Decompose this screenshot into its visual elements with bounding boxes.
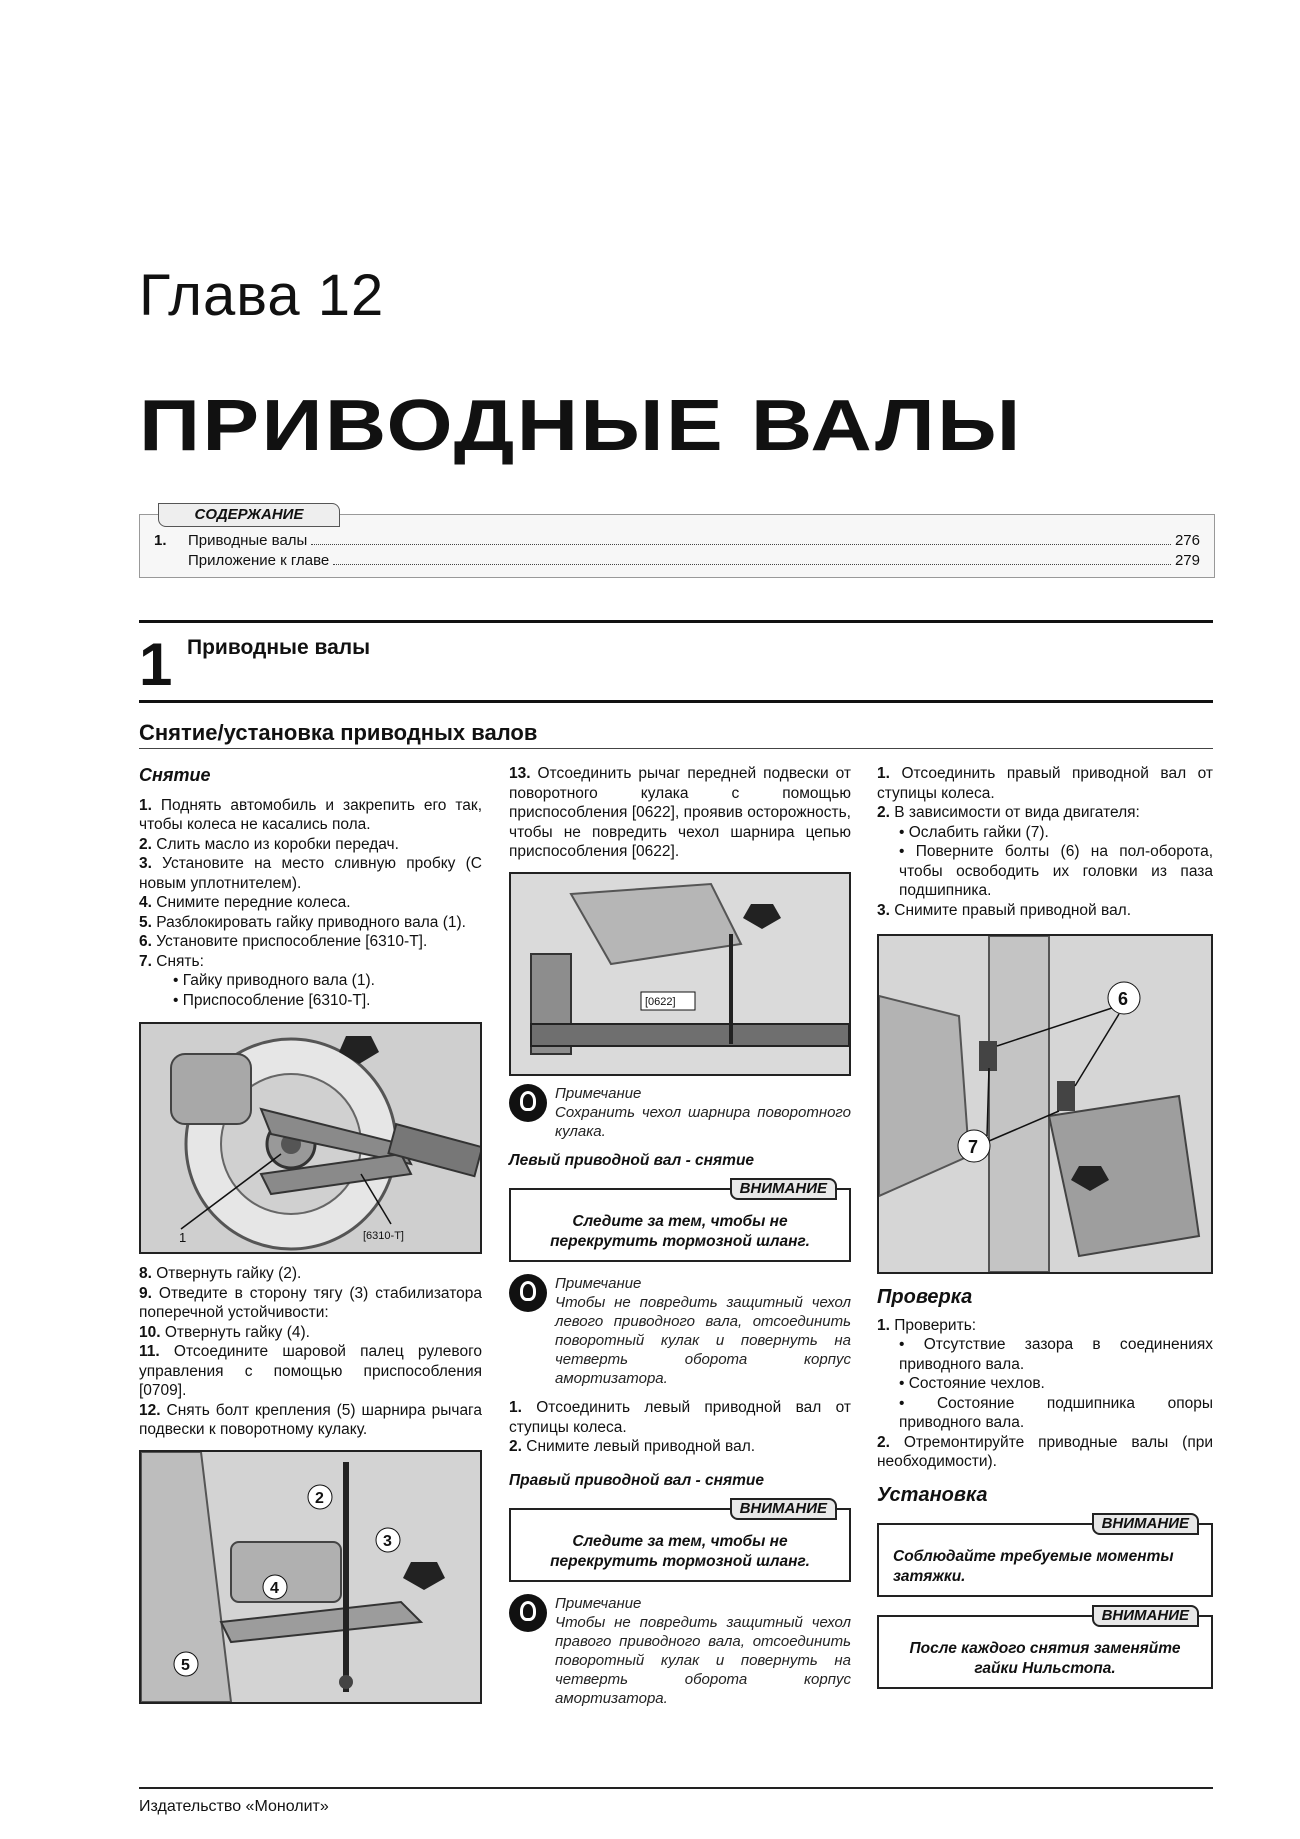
step: 1. Поднять автомобиль и закрепить его так, чтобы колеса не касались пола. bbox=[139, 796, 483, 833]
step: 4. Снимите передние колеса. bbox=[139, 894, 351, 911]
section-number: 1 bbox=[139, 631, 173, 698]
bullet: • Ослабить гайки (7). bbox=[899, 823, 1049, 841]
bullet: • Приспособление [6310-Т]. bbox=[173, 991, 371, 1009]
toc-heading: СОДЕРЖАНИЕ bbox=[158, 503, 340, 527]
step: 11. Отсоедините шаровой палец рулевого управления с помощью приспособления [0709]. bbox=[139, 1343, 483, 1399]
figure-brake-disc bbox=[139, 1022, 482, 1254]
warning-tag: ВНИМАНИЕ bbox=[1092, 1513, 1199, 1535]
step: 13. Отсоединить рычаг передней подвески от поворотного кулака с помощью приспособления [0622], проявив осторожность, чтобы не повредить чехол шарнира цепью приспособления [0622]. bbox=[509, 765, 851, 860]
note-1: Примечание Сохранить чехол шарнира поворотного кулака. bbox=[509, 1084, 851, 1141]
bulb-icon bbox=[509, 1274, 547, 1312]
step: 7. Снять: bbox=[139, 952, 204, 970]
section-rule-top bbox=[139, 620, 1213, 623]
install-heading: Установка bbox=[877, 1483, 988, 1506]
step: 3. Снимите правый приводной вал. bbox=[877, 901, 1132, 919]
warning-4: ВНИМАНИЕ После каждого снятия заменяйте гайки Нильстопа. bbox=[877, 1615, 1213, 1689]
step: 2. Слить масло из коробки передач. bbox=[139, 835, 399, 853]
svg-text:3: 3 bbox=[383, 1532, 392, 1550]
note-3: Примечание Чтобы не повредить защитный чехол правого приводного вала, отсоединить поворотный кулак и повернуть на четверть оборота корпус амортизатора. bbox=[509, 1594, 851, 1708]
step: 2. В зависимости от вида двигателя: bbox=[877, 804, 1140, 821]
suspension-illustration bbox=[141, 1452, 480, 1702]
step: 1. Отсоединить левый приводной вал от ступицы колеса. bbox=[509, 1399, 851, 1436]
subsection-rule bbox=[139, 748, 1213, 749]
bullet: • Поверните болты (6) на пол-оборота, чтобы освободить их головки из паза подшипника. bbox=[899, 843, 1213, 899]
warning-3: ВНИМАНИЕ Соблюдайте требуемые моменты затяжки. bbox=[877, 1523, 1213, 1597]
subsection-title: Снятие/установка приводных валов bbox=[139, 720, 538, 745]
toc-dots bbox=[311, 544, 1171, 545]
publisher-footer: Издательство «Монолит» bbox=[139, 1798, 329, 1815]
tool-label: [6310-T] bbox=[363, 1230, 404, 1242]
check-heading: Проверка bbox=[877, 1286, 973, 1308]
tool-label: [0622] bbox=[645, 995, 676, 1008]
toc-item-page: 276 bbox=[1174, 532, 1200, 549]
footer-rule bbox=[139, 1787, 1213, 1789]
brake-disc-illustration bbox=[141, 1024, 480, 1252]
left-shaft-heading: Левый приводной вал - снятие bbox=[509, 1151, 755, 1169]
chapter-label: Глава 12 bbox=[139, 263, 385, 328]
step: 12. Снять болт крепления (5) шарнира рычага подвески к поворотному кулаку. bbox=[139, 1401, 482, 1438]
column-1 bbox=[139, 762, 482, 1704]
bulb-icon bbox=[509, 1594, 547, 1632]
toc-item-label: Приложение к главе bbox=[188, 552, 330, 569]
callout-7: 7 bbox=[968, 1137, 979, 1157]
right-shaft-heading: Правый приводной вал - снятие bbox=[509, 1471, 765, 1489]
column-2 bbox=[509, 764, 851, 1718]
step: 8. Отвернуть гайку (2). bbox=[139, 1265, 302, 1282]
toc-item[interactable] bbox=[154, 532, 1200, 549]
step: 10. Отвернуть гайку (4). bbox=[139, 1323, 310, 1341]
toc-item-label: Приводные валы bbox=[188, 532, 308, 549]
step: 5. Разблокировать гайку приводного вала (1). bbox=[139, 913, 466, 931]
warning-tag: ВНИМАНИЕ bbox=[730, 1178, 837, 1200]
step: 2. Отремонтируйте приводные валы (при необходимости). bbox=[877, 1433, 1213, 1470]
step: 1. Отсоединить правый приводной вал от ступицы колеса. bbox=[877, 765, 1213, 802]
step: 6. Установите приспособление [6310-Т]. bbox=[139, 933, 428, 950]
svg-text:5: 5 bbox=[181, 1656, 190, 1674]
toc-dots bbox=[333, 564, 1171, 565]
figure-suspension bbox=[139, 1450, 482, 1704]
step: 9. Отведите в сторону тягу (3) стабилизатора поперечной устойчивости: bbox=[139, 1284, 482, 1321]
bullet: • Гайку приводного вала (1). bbox=[173, 972, 375, 989]
note-2: Примечание Чтобы не повредить защитный чехол левого приводного вала, отсоединить поворотный кулак и повернуть на четверть оборота корпус амортизатора. bbox=[509, 1274, 851, 1388]
warning-tag: ВНИМАНИЕ bbox=[730, 1498, 837, 1520]
svg-text:2: 2 bbox=[315, 1489, 324, 1507]
bullet: • Состояние подшипника опоры приводного вала. bbox=[899, 1394, 1213, 1431]
bullet: • Состояние чехлов. bbox=[899, 1375, 1045, 1392]
warning-2: ВНИМАНИЕ Следите за тем, чтобы не перекрутить тормозной шланг. bbox=[509, 1508, 851, 1582]
figure-bearing bbox=[877, 934, 1213, 1274]
step: 3. Установите на место сливную пробку (С новым уплотнителем). bbox=[139, 855, 482, 892]
svg-text:4: 4 bbox=[270, 1579, 279, 1597]
column-3 bbox=[877, 764, 1213, 1701]
table-of-contents bbox=[139, 506, 1215, 578]
section-rule-bottom bbox=[139, 700, 1213, 703]
callout-1: 1 bbox=[179, 1230, 187, 1245]
toc-item[interactable] bbox=[154, 552, 1200, 569]
toc-item-num: 1. bbox=[154, 532, 167, 549]
removal-heading: Снятие bbox=[139, 765, 211, 785]
tool-0622-illustration bbox=[511, 874, 849, 1074]
warning-1: ВНИМАНИЕ Следите за тем, чтобы не перекрутить тормозной шланг. bbox=[509, 1188, 851, 1262]
warning-tag: ВНИМАНИЕ bbox=[1092, 1605, 1199, 1627]
callout-6: 6 bbox=[1118, 989, 1129, 1009]
figure-tool-0622 bbox=[509, 872, 851, 1076]
toc-item-page: 279 bbox=[1174, 552, 1200, 569]
step: 2. Снимите левый приводной вал. bbox=[509, 1438, 756, 1455]
step: 1. Проверить: bbox=[877, 1316, 977, 1334]
section-title: Приводные валы bbox=[187, 636, 371, 659]
bearing-illustration bbox=[879, 936, 1211, 1272]
bullet: • Отсутствие зазора в соединениях приводного вала. bbox=[899, 1336, 1213, 1373]
page-title: ПРИВОДНЫЕ ВАЛЫ bbox=[139, 386, 1023, 466]
bulb-icon bbox=[509, 1084, 547, 1122]
